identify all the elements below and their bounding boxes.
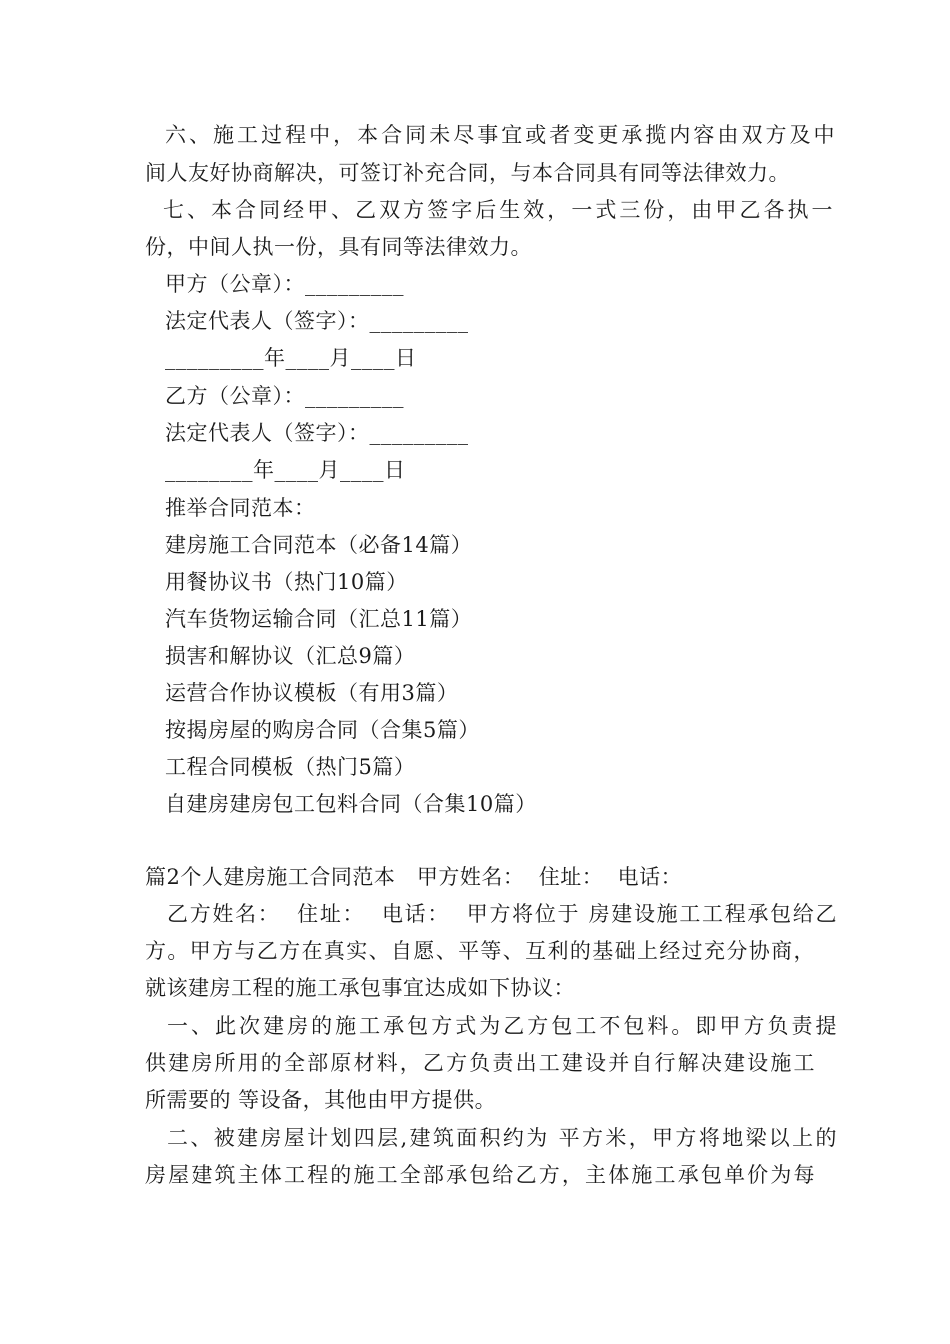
article-2-intro-line-2: 方。甲方与乙方在真实、自愿、平等、互利的基础上经过充分协商， [145,939,815,963]
recommend-link[interactable]: 自建房建房包工包料合同（合集10篇） [165,792,537,816]
recommend-link[interactable]: 运营合作协议模板（有用3篇） [165,681,459,705]
article-2-clause-two [145,1120,837,1157]
clause-seven-line-1: 七、本合同经甲、乙双方签字后生效，一式三份，由甲乙各执一 [163,198,833,222]
recommend-link[interactable]: 按揭房屋的购房合同（合集5篇） [165,718,480,742]
clause-one-line-2: 供建房所用的全部原材料，乙方负责出工建设并自行解决建设施工 [145,1051,815,1075]
article-2-clause-two-cont [145,1157,815,1194]
recommend-heading: 推举合同范本： [165,496,316,520]
clause-seven-line-2: 份，中间人执一份，具有同等法律效力。 [145,235,532,259]
clause-one-line-1: 一、此次建房的施工承包方式为乙方包工不包料。即甲方负责提 [167,1014,837,1038]
recommend-link[interactable]: 用餐协议书（热门10篇） [165,570,408,594]
recommend-link[interactable]: 建房施工合同范本（必备14篇） [165,533,473,557]
article-2-clause-one [145,1008,837,1045]
article-2-intro [145,896,837,933]
article-2-intro-line-1: 乙方姓名： 住址： 电话： 甲方将位于 房建设施工工程承包给乙 [167,902,837,926]
article-2-title: 篇2个人建房施工合同范本 甲方姓名： 住址： 电话： [145,865,683,889]
clause-six [145,117,835,154]
recommend-link[interactable]: 损害和解协议（汇总9篇） [165,644,416,668]
clause-seven-cont [145,229,815,266]
article-2-intro-cont [145,970,815,1007]
clause-one-line-3: 所需要的 等设备，其他由甲方提供。 [145,1088,497,1112]
party-a-seal: 甲方（公章）：_________ [165,272,404,296]
recommend-link[interactable]: 工程合同模板（热门5篇） [165,755,416,779]
party-b-representative: 法定代表人（签字）：_________ [165,421,469,445]
party-b-date: ________年____月____日 [165,458,406,482]
article-2-intro-line-3: 就该建房工程的施工承包事宜达成如下协议： [145,976,575,1000]
clause-seven [145,192,833,229]
article-2-clause-one-cont [145,1082,815,1119]
party-a-date: _________年____月____日 [165,346,417,370]
clause-six-cont [145,155,815,192]
recommend-link[interactable]: 汽车货物运输合同（汇总11篇） [165,607,473,631]
article-2-clause-one-cont [145,1045,815,1082]
party-a-representative: 法定代表人（签字）：_________ [165,309,469,333]
clause-six-line-1: 六、施工过程中，本合同未尽事宜或者变更承揽内容由双方及中 [165,123,835,147]
party-b-seal: 乙方（公章）：_________ [165,384,404,408]
article-2-intro-cont [145,933,815,970]
clause-two-line-1: 二、被建房屋计划四层,建筑面积约为 平方米，甲方将地梁以上的 [167,1126,837,1150]
clause-six-line-2: 间人友好协商解决，可签订补充合同，与本合同具有同等法律效力。 [145,161,790,185]
clause-two-line-2: 房屋建筑主体工程的施工全部承包给乙方，主体施工承包单价为每 [145,1163,815,1187]
